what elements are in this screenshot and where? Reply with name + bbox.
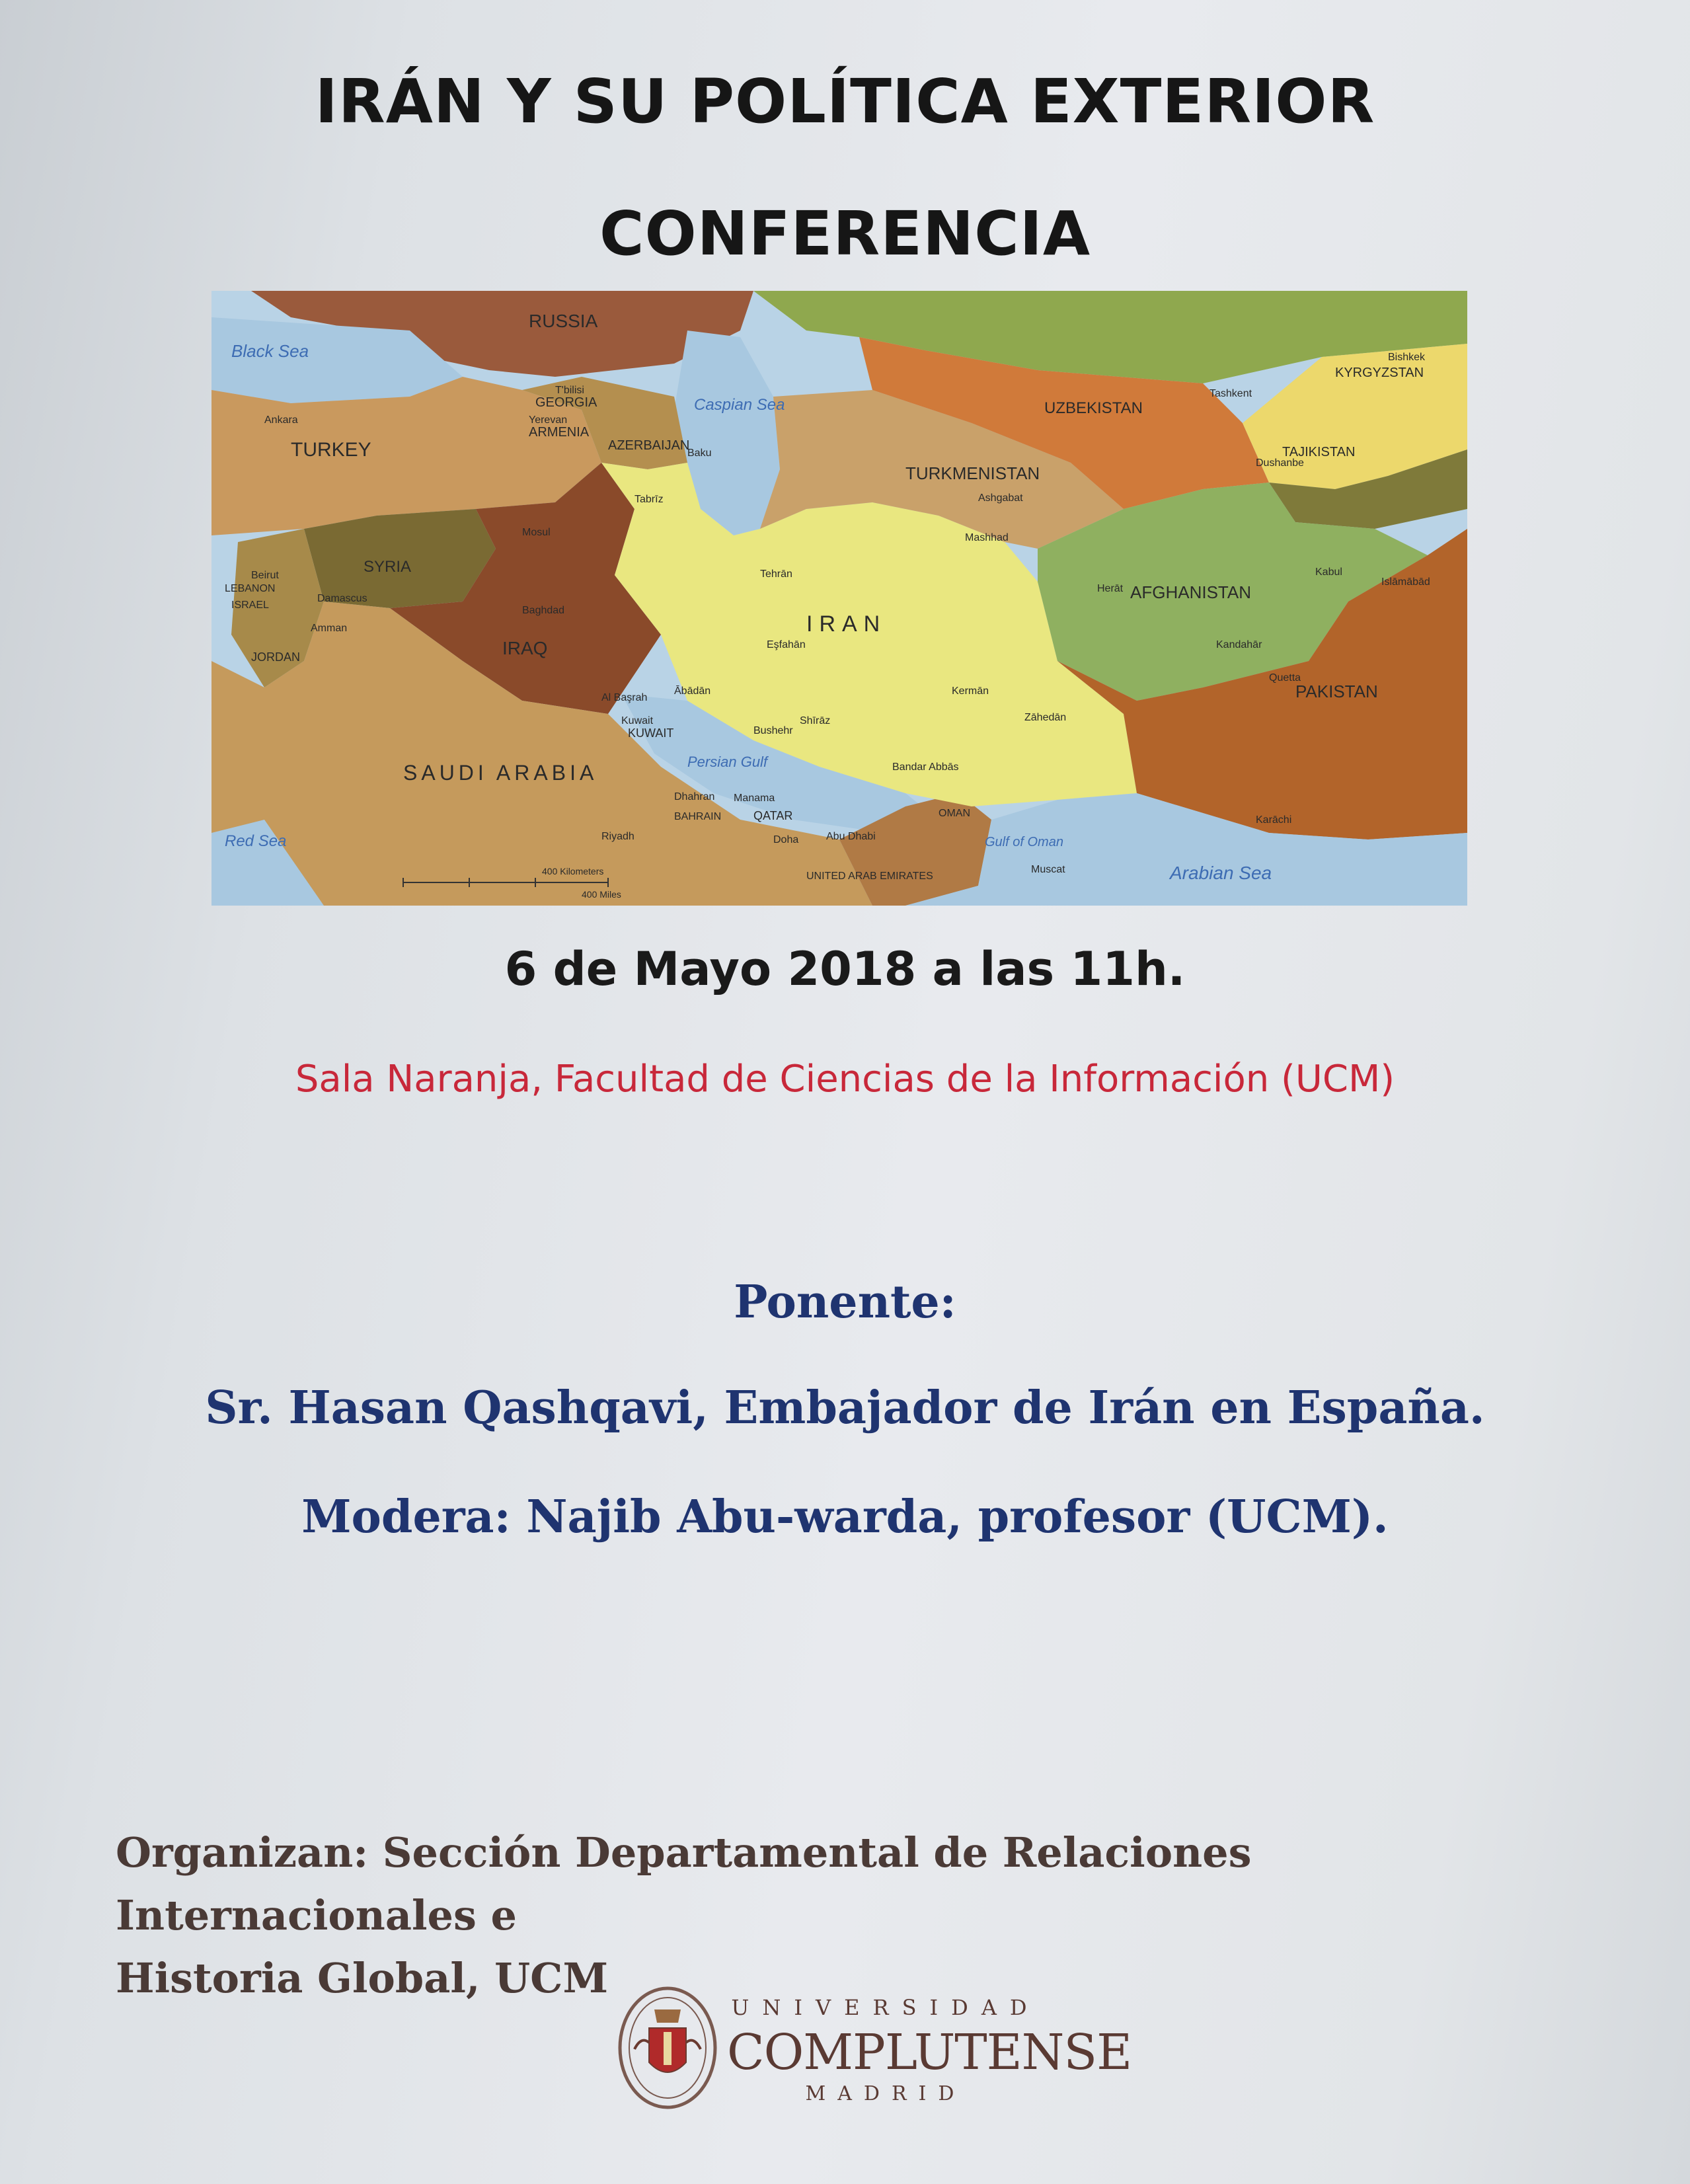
logo-bottom-text: MADRID [805, 2082, 966, 2105]
city-label: Doha [773, 834, 799, 845]
country-label-azerbaijan: AZERBAIJAN [608, 438, 690, 453]
city-label: Tehrān [760, 568, 792, 580]
city-label: Bandar Abbās [892, 761, 959, 773]
city-label: Muscat [1031, 864, 1065, 875]
country-label-pakistan: PAKISTAN [1295, 682, 1378, 701]
country-label-uzbekistan: UZBEKISTAN [1044, 399, 1143, 417]
city-label: Kandahār [1216, 639, 1262, 650]
city-label: Islāmābād [1381, 576, 1430, 588]
organizers-block [116, 1821, 1603, 2009]
speaker-line: Sr. Hasan Qashqavi, Embajador de Irán en España. [205, 1382, 1485, 1434]
country-label-uae: UNITED ARAB EMIRATES [806, 871, 933, 882]
city-label: Yerevan [529, 414, 568, 426]
scale-label-km: 400 Kilometers [542, 866, 604, 877]
city-label: Amman [311, 623, 348, 634]
country-label-armenia: ARMENIA [529, 425, 590, 440]
city-label: Bishkek [1388, 352, 1426, 363]
city-label: Dushanbe [1256, 457, 1304, 469]
city-label: Baku [687, 448, 712, 459]
logo-top-text: UNIVERSIDAD [731, 1995, 1040, 2020]
country-label-turkmenistan: TURKMENISTAN [905, 463, 1040, 483]
city-label: Ābādān [674, 685, 711, 697]
country-label-russia: RUSSIA [529, 311, 598, 331]
city-label: Beirut [251, 570, 279, 581]
sea-label-persian: Persian Gulf [687, 754, 768, 770]
scale-label-mi: 400 Miles [582, 889, 621, 900]
sea-label-caspian: Caspian Sea [694, 396, 785, 414]
country-label-georgia: GEORGIA [535, 395, 597, 410]
event-venue: Sala Naranja, Facultad de Ciencias de la Información (UCM) [295, 1058, 1395, 1101]
city-label: Quetta [1269, 672, 1301, 683]
city-label: Herāt [1097, 583, 1124, 594]
country-label-lebanon: LEBANON [225, 583, 276, 594]
city-label: Al Başrah [601, 692, 648, 703]
poster-title: IRÁN Y SU POLÍTICA EXTERIOR [315, 66, 1375, 137]
city-label: Manama [734, 793, 775, 804]
sea-label-red: Red Sea [225, 832, 287, 850]
organizers-line-2: Historia Global, UCM [116, 1954, 609, 2002]
country-label-syria: SYRIA [364, 558, 412, 576]
city-label: Kuwait [621, 715, 654, 726]
city-label: Eşfahān [767, 639, 806, 650]
country-label-iran: IRAN [806, 611, 887, 637]
sea-label-black: Black Sea [231, 341, 309, 361]
sea-label-oman: Gulf of Oman [985, 835, 1063, 849]
university-seal-icon [615, 1983, 720, 2112]
city-label: Damascus [317, 593, 367, 604]
country-label-jordan: JORDAN [251, 650, 301, 664]
university-logo [615, 1983, 1132, 2115]
city-label: Dhahran [674, 791, 715, 802]
country-label-oman: OMAN [939, 808, 970, 819]
city-label: Ankara [264, 414, 298, 426]
map-graphic [211, 291, 1467, 906]
city-label: Shīrāz [800, 715, 831, 726]
city-label: Tabrīz [634, 494, 664, 505]
event-date: 6 de Mayo 2018 a las 11h. [504, 942, 1186, 996]
country-label-tajikistan: TAJIKISTAN [1282, 445, 1356, 459]
country-label-qatar: QATAR [753, 809, 793, 822]
city-label: Abu Dhabi [826, 831, 876, 842]
country-label-turkey: TURKEY [291, 439, 371, 461]
sea-label-arabian: Arabian Sea [1170, 863, 1272, 883]
city-label: Riyadh [601, 831, 634, 842]
country-label-iraq: IRAQ [502, 638, 548, 658]
country-label-israel: ISRAEL [231, 600, 269, 611]
country-label-bahrain: BAHRAIN [674, 811, 722, 822]
middle-east-map [211, 291, 1467, 906]
city-label: T'bilisi [555, 385, 584, 396]
city-label: Kabul [1315, 566, 1342, 578]
country-label-afghanistan: AFGHANISTAN [1130, 582, 1251, 602]
country-label-saudi-arabia: SAUDI ARABIA [403, 761, 598, 785]
city-label: Tashkent [1210, 388, 1252, 399]
city-label: Mosul [522, 527, 551, 538]
ponente-heading: Ponente: [734, 1276, 956, 1329]
city-label: Mashhad [965, 532, 1009, 543]
organizers-line-1: Organizan: Sección Departamental de Relaciones Internacionales e [116, 1828, 1252, 1939]
logo-main-text: COMPLUTENSE [727, 2024, 1132, 2081]
city-label: Zāhedān [1024, 712, 1067, 723]
poster-subtitle: CONFERENCIA [599, 198, 1091, 269]
city-label: Kermān [952, 685, 989, 697]
city-label: Baghdad [522, 605, 565, 616]
city-label: Bushehr [753, 725, 793, 736]
city-label: Karāchi [1256, 814, 1292, 826]
city-label: Ashgabat [978, 492, 1023, 504]
country-label-kuwait: KUWAIT [628, 726, 674, 740]
country-label-kyrgyzstan: KYRGYZSTAN [1335, 366, 1424, 380]
moderator-line: Modera: Najib Abu-warda, profesor (UCM). [301, 1491, 1389, 1543]
